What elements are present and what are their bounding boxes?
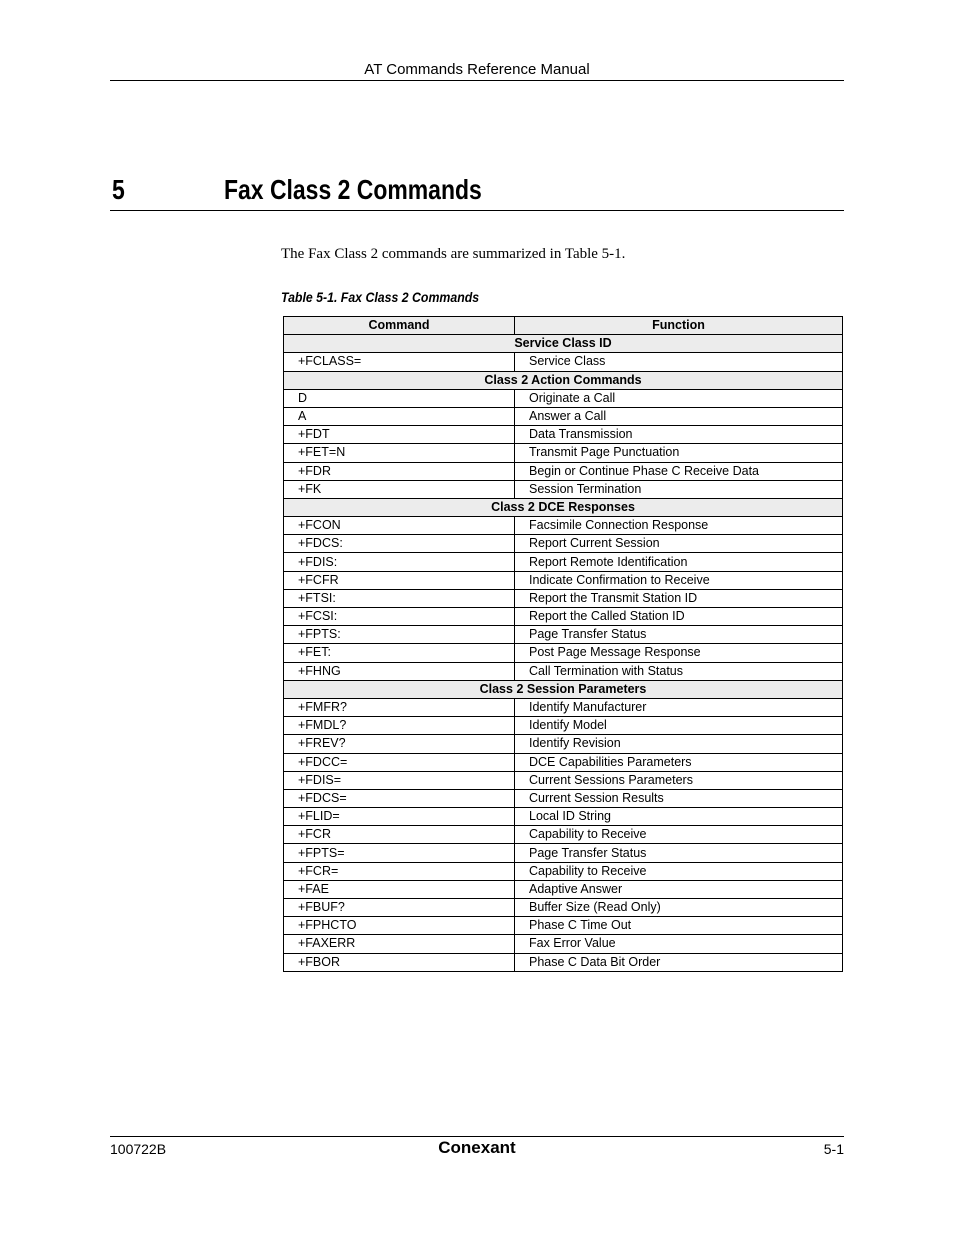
chapter-number: 5 [112, 174, 125, 205]
command-cell: +FCLASS= [284, 353, 515, 371]
command-cell: +FDCS: [284, 535, 515, 553]
function-cell: Call Termination with Status [515, 662, 843, 680]
chapter-heading [110, 174, 844, 211]
command-cell: +FMDL? [284, 717, 515, 735]
command-cell: D [284, 389, 515, 407]
table-row [284, 698, 843, 716]
table-row [284, 862, 843, 880]
table-section-row [284, 335, 843, 353]
table-row [284, 789, 843, 807]
function-cell: Capability to Receive [515, 826, 843, 844]
function-cell: Indicate Confirmation to Receive [515, 571, 843, 589]
command-cell: +FBOR [284, 953, 515, 971]
command-cell: +FET: [284, 644, 515, 662]
intro-paragraph: The Fax Class 2 commands are summarized in Table 5-1. [281, 246, 626, 262]
function-cell: Fax Error Value [515, 935, 843, 953]
page-header-title: AT Commands Reference Manual [364, 61, 590, 78]
table-row [284, 880, 843, 898]
table-row [284, 553, 843, 571]
table-row [284, 571, 843, 589]
command-cell: +FET=N [284, 444, 515, 462]
function-cell: Begin or Continue Phase C Receive Data [515, 462, 843, 480]
function-cell: Report the Transmit Station ID [515, 589, 843, 607]
function-cell: Session Termination [515, 480, 843, 498]
table-row [284, 444, 843, 462]
table-row [284, 353, 843, 371]
function-cell: Answer a Call [515, 407, 843, 425]
column-header-function: Function [515, 317, 843, 335]
table-row [284, 589, 843, 607]
table-row [284, 808, 843, 826]
table-row [284, 735, 843, 753]
commands-table [283, 316, 843, 972]
function-cell: Report the Called Station ID [515, 608, 843, 626]
function-cell: Phase C Time Out [515, 917, 843, 935]
command-cell: +FLID= [284, 808, 515, 826]
command-cell: A [284, 407, 515, 425]
command-cell: +FDCS= [284, 789, 515, 807]
command-cell: +FAXERR [284, 935, 515, 953]
function-cell: Identify Revision [515, 735, 843, 753]
chapter-title: Fax Class 2 Commands [224, 174, 482, 205]
table-row [284, 407, 843, 425]
document-number: 100722B [110, 1141, 167, 1157]
table-row [284, 953, 843, 971]
command-cell: +FDIS= [284, 771, 515, 789]
table-row [284, 462, 843, 480]
command-cell: +FK [284, 480, 515, 498]
function-cell: Page Transfer Status [515, 844, 843, 862]
table-row [284, 535, 843, 553]
table-row [284, 899, 843, 917]
function-cell: Post Page Message Response [515, 644, 843, 662]
function-cell: Originate a Call [515, 389, 843, 407]
column-header-command: Command [284, 317, 515, 335]
command-cell: +FPHCTO [284, 917, 515, 935]
command-cell: +FCR= [284, 862, 515, 880]
table-row [284, 626, 843, 644]
function-cell: Report Current Session [515, 535, 843, 553]
header-divider [110, 80, 844, 81]
command-cell: +FDCC= [284, 753, 515, 771]
function-cell: Buffer Size (Read Only) [515, 899, 843, 917]
command-cell: +FAE [284, 880, 515, 898]
table-body [284, 335, 843, 972]
table-row [284, 517, 843, 535]
command-cell: +FREV? [284, 735, 515, 753]
function-cell: Transmit Page Punctuation [515, 444, 843, 462]
function-cell: Identify Manufacturer [515, 698, 843, 716]
command-cell: +FCR [284, 826, 515, 844]
command-cell: +FPTS: [284, 626, 515, 644]
table-row [284, 389, 843, 407]
table-row [284, 935, 843, 953]
function-cell: Current Session Results [515, 789, 843, 807]
command-cell: +FPTS= [284, 844, 515, 862]
table-row [284, 608, 843, 626]
function-cell: Adaptive Answer [515, 880, 843, 898]
table-section-row [284, 371, 843, 389]
command-cell: +FBUF? [284, 899, 515, 917]
table-caption: Table 5-1. Fax Class 2 Commands [281, 289, 480, 305]
command-cell: +FCFR [284, 571, 515, 589]
table-row [284, 753, 843, 771]
command-cell: +FCSI: [284, 608, 515, 626]
section-heading: Class 2 DCE Responses [284, 498, 843, 516]
footer-divider [110, 1136, 844, 1137]
command-cell: +FDT [284, 426, 515, 444]
function-cell: Facsimile Connection Response [515, 517, 843, 535]
command-cell: +FMFR? [284, 698, 515, 716]
function-cell: Data Transmission [515, 426, 843, 444]
function-cell: Local ID String [515, 808, 843, 826]
function-cell: Service Class [515, 353, 843, 371]
command-cell: +FTSI: [284, 589, 515, 607]
command-cell: +FCON [284, 517, 515, 535]
function-cell: Report Remote Identification [515, 553, 843, 571]
command-cell: +FHNG [284, 662, 515, 680]
table-row [284, 662, 843, 680]
table-row [284, 480, 843, 498]
function-cell: Identify Model [515, 717, 843, 735]
table-row [284, 771, 843, 789]
function-cell: DCE Capabilities Parameters [515, 753, 843, 771]
table-row [284, 426, 843, 444]
section-heading: Service Class ID [284, 335, 843, 353]
section-heading: Class 2 Action Commands [284, 371, 843, 389]
table-header-row [284, 317, 843, 335]
table-section-row [284, 680, 843, 698]
table-row [284, 917, 843, 935]
command-cell: +FDR [284, 462, 515, 480]
table-section-row [284, 498, 843, 516]
section-heading: Class 2 Session Parameters [284, 680, 843, 698]
function-cell: Capability to Receive [515, 862, 843, 880]
function-cell: Phase C Data Bit Order [515, 953, 843, 971]
command-cell: +FDIS: [284, 553, 515, 571]
table-row [284, 717, 843, 735]
page-number: 5-1 [823, 1141, 844, 1157]
table-row [284, 844, 843, 862]
function-cell: Page Transfer Status [515, 626, 843, 644]
table-row [284, 644, 843, 662]
function-cell: Current Sessions Parameters [515, 771, 843, 789]
company-name: Conexant [438, 1138, 516, 1157]
table-row [284, 826, 843, 844]
